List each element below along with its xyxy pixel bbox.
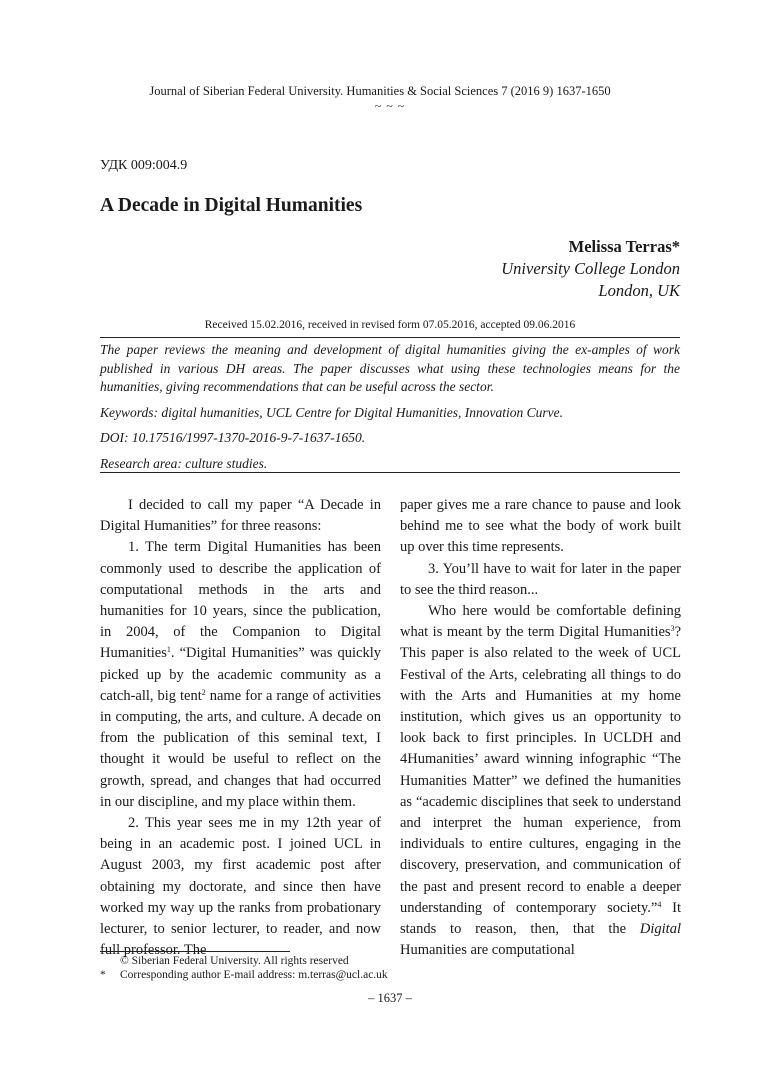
research-area: Research area: culture studies. [100,455,268,471]
footnote-corresponding [100,968,388,982]
italic-term: Digital [639,921,681,938]
footnote-mark-blank [100,954,120,968]
footnote-ref: 4 [657,899,662,909]
corresponding-author-text: Corresponding author E-mail address: m.terras@ucl.ac.uk [120,969,388,981]
body-column-left [100,495,381,961]
text-run: . “Digital Humanities” was quickly picked up by the academic community as a catch-all, big tent [100,645,381,704]
text-run: Who here would be comfortable defining what is meant by the term Digital Humanities [400,603,681,641]
copyright-text: © Siberian Federal University. All rights reserved [120,955,349,967]
text-run: Humanities are computational [400,942,575,959]
journal-header: Journal of Siberian Federal University. Humanities & Social Sciences 7 (2016 9) 1637-1650 [149,84,611,98]
page-number: – 1637 – [368,991,412,1005]
received-dates: Received 15.02.2016, received in revised form 07.05.2016, accepted 09.06.2016 [204,319,576,331]
body-paragraph [400,601,681,961]
abstract-bottom-rule [100,472,680,473]
footnote-rule [100,951,290,952]
footnote-copyright [100,954,388,968]
footnote-ref: 1 [166,645,171,655]
body-paragraph: 2. This year sees me in my 12th year of being in an academic post. I joined UCL in August 2003, my first academic post after obtaining my doctorate, and since then have worked my way up the ranks from probationary lecturer, to senior lecturer, to reader, and now full professor. The [100,815,381,959]
footnotes [100,954,388,982]
footnote-ref: 3 [670,624,675,634]
text-run: ? This paper is also related to the week of UCL Festival of the Arts, celebrating all things to do with the Arts and Humanities at my home institution, which gives us an opportunity to look back to first principles. In UCLDH and 4Humanities’ award winning infographic “The Humanities Matter” we defined the humanities as “academic disciplines that seek to understand and interpret the human experience, from individuals to entire cultures, engaging in the discovery, preservation, and communication of the past and present record to enable a deeper understanding of contemporary society.” [400,624,681,916]
body-paragraph: I decided to call my paper “A Decade in Digital Humanities” for three reasons: [100,497,381,535]
body-paragraph: paper gives me a rare chance to pause and look behind me to see what the body of work built up over this time represents. [400,497,681,556]
body-paragraph: 3. You’ll have to wait for later in the paper to see the third reason... [400,560,681,598]
header-ornament: ~ ~ ~ [374,99,406,113]
author-location: London, UK [598,281,680,300]
author-block [501,236,680,302]
body-paragraph [100,537,381,813]
text-run: name for a range of activities in computing, the arts, and culture. A decade on from the publication of this seminal text, I thought it would be useful to reflect on the growth, spread, and changes that had occurred in our discipline, and my place within them. [100,687,381,810]
udk-code: УДК 009:004.9 [100,158,188,173]
abstract-text: The paper reviews the meaning and development of digital humanities giving the ex-amples of work published in various DH areas. The paper discusses what using these technologies means for the humanities, giving recommendations that can be useful across the sector. [100,342,680,394]
author-name: Melissa Terras* [568,237,680,256]
text-run: 1. The term Digital Humanities has been commonly used to describe the application of computational methods in the arts and humanities for 10 years, since the publication, in 2004, of the Companion to Digital Humanities [100,539,381,662]
abstract-top-rule [100,337,680,338]
text-run: It stands to reason, then, that the [400,899,681,938]
abstract-block [100,341,680,480]
footnote-ref: 2 [201,687,206,697]
footnote-star: * [100,969,106,981]
keywords: Keywords: digital humanities, UCL Centre for Digital Humanities, Innovation Curve. [100,404,563,420]
doi: DOI: 10.17516/1997-1370-2016-9-7-1637-1650. [100,430,366,445]
paper-title: A Decade in Digital Humanities [100,195,363,216]
author-affiliation: University College London [501,259,680,278]
body-column-right [400,495,681,961]
